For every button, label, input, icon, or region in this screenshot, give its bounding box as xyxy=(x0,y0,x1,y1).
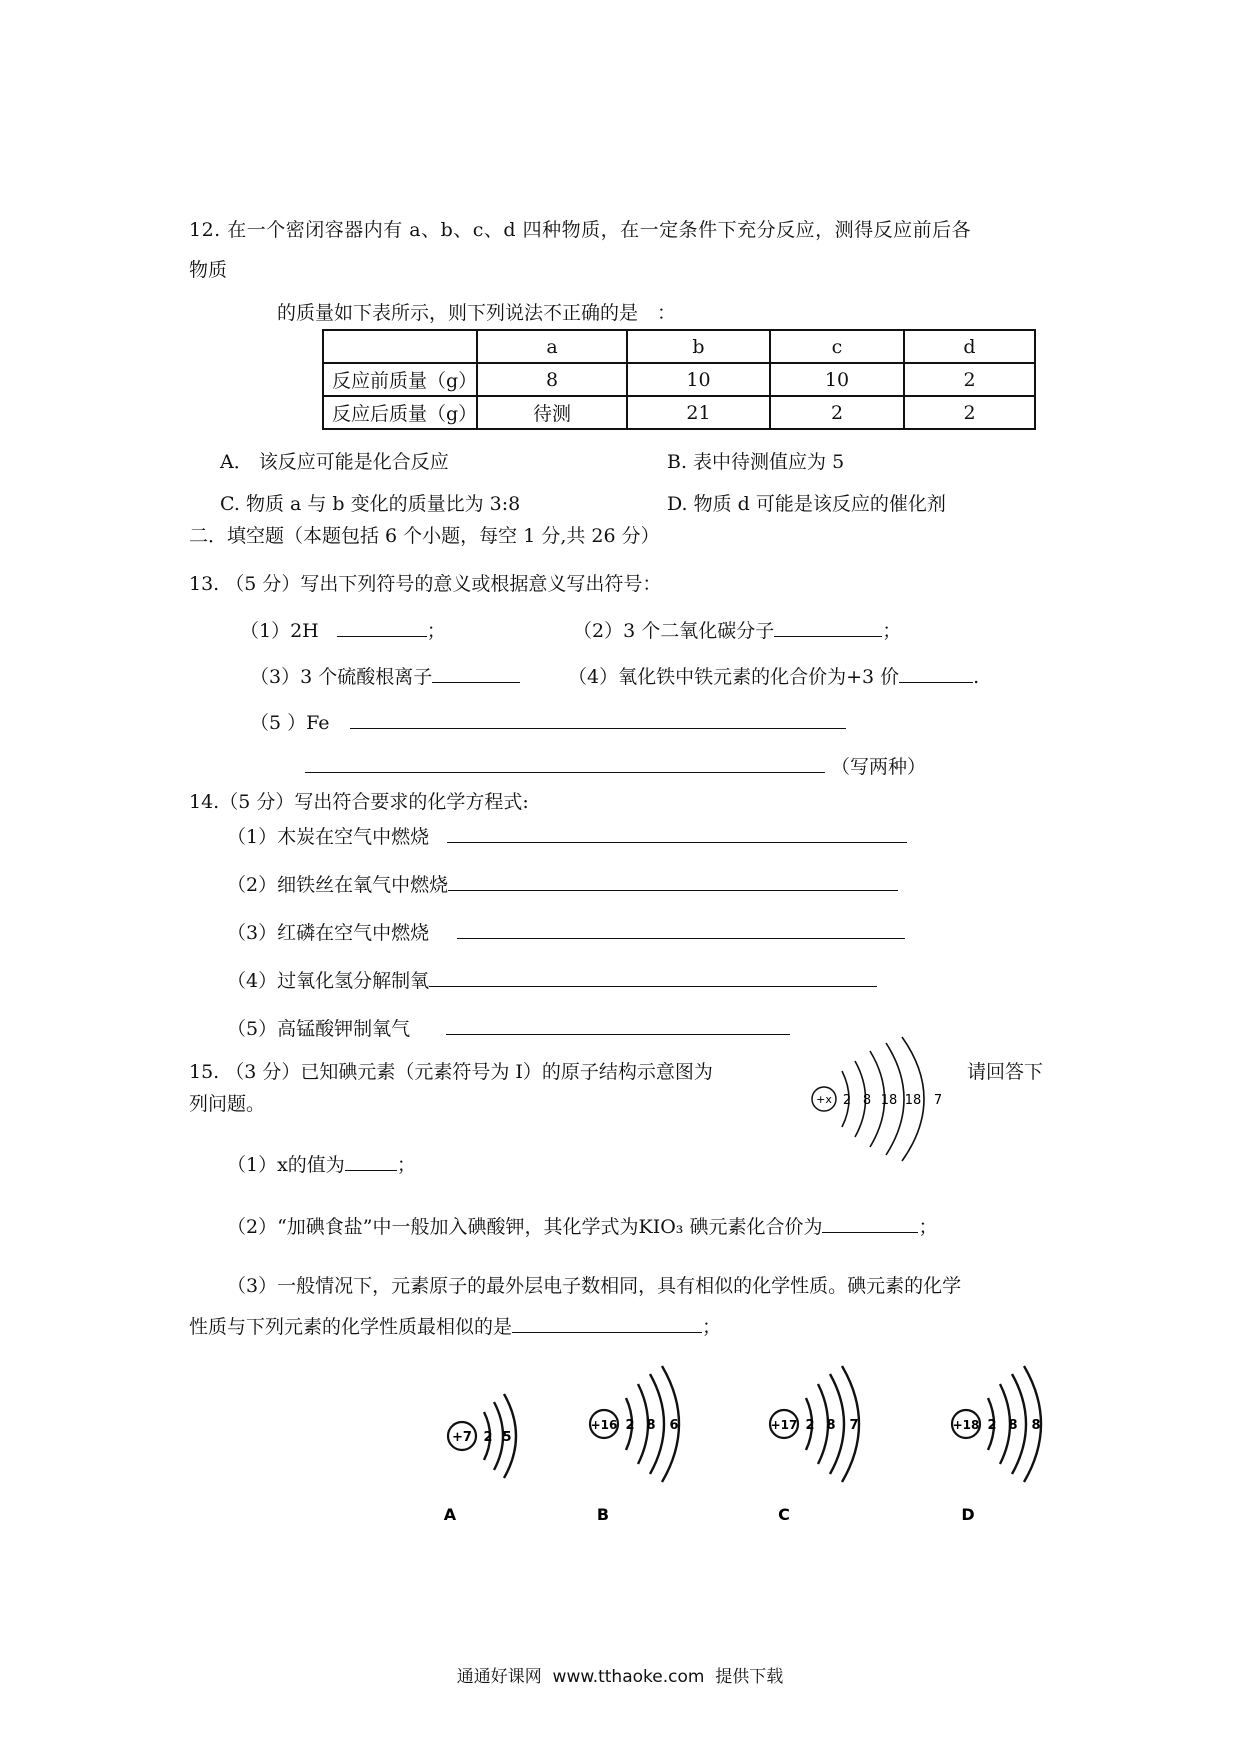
choice-b-atom-diagram xyxy=(582,1360,712,1532)
q15-item1 xyxy=(227,1150,416,1179)
shell-electron-count: 8 xyxy=(826,1418,836,1433)
table-cell: 2 xyxy=(770,396,904,429)
table-header-cell: c xyxy=(770,330,904,363)
q14-item xyxy=(227,1014,790,1043)
footer-site-name: 通通好课网 xyxy=(456,1667,542,1687)
q15-item2 xyxy=(227,1212,937,1241)
q14-item-label: （4）过氧化氢分解制氧 xyxy=(227,970,430,992)
q13-item5-answer-blank-1[interactable] xyxy=(350,708,846,729)
table-header-cell: d xyxy=(904,330,1035,363)
table-cell: 10 xyxy=(770,363,904,396)
q13-item2-end: ； xyxy=(882,620,902,642)
shell-electron-count: 7 xyxy=(849,1418,859,1433)
q13-stem: 13. （5 分）写出下列符号的意义或根据意义写出符号： xyxy=(189,573,662,595)
q15-stem-line1: 15. （3 分）已知碘元素（元素符号为 I）的原子结构示意图为 xyxy=(189,1061,713,1083)
q15-item3-answer-blank[interactable] xyxy=(512,1312,702,1333)
table-row-label: 反应前质量（g） xyxy=(323,363,477,396)
nucleus-label: +18 xyxy=(952,1418,980,1432)
choice-label: D xyxy=(961,1505,975,1524)
shell-electron-count: 18 xyxy=(904,1093,922,1108)
nucleus-label: +7 xyxy=(452,1430,472,1445)
q15-item3-line1: （3）一般情况下，元素原子的最外层电子数相同，具有相似的化学性质。碘元素的化学 xyxy=(227,1275,962,1297)
q14-item-label: （2）细铁丝在氧气中燃烧 xyxy=(227,874,449,896)
q15-item2-answer-blank[interactable] xyxy=(822,1212,918,1233)
q13-item4-label: （4）氧化铁中铁元素的化合价为+3 价 xyxy=(568,666,900,688)
page-footer xyxy=(0,1662,1240,1687)
q14-item-answer-blank[interactable] xyxy=(448,870,898,891)
q14-item-answer-blank[interactable] xyxy=(457,918,905,939)
q12-option-a: A． 该反应可能是化合反应 xyxy=(220,451,449,473)
shell-electron-count: 2 xyxy=(805,1418,815,1433)
shell-electron-count: 2 xyxy=(842,1093,852,1108)
q15-item2-label: （2）“加碘食盐”中一般加入碘酸钾，其化学式为KIO₃ 碘元素化合价为 xyxy=(227,1216,823,1238)
q14-item-answer-blank[interactable] xyxy=(447,822,907,843)
table-cell: 10 xyxy=(627,363,770,396)
q13-item3-answer-blank[interactable] xyxy=(432,662,520,683)
q15-item2-end: ； xyxy=(918,1216,938,1238)
q13-item4 xyxy=(568,662,979,691)
table-row xyxy=(323,363,1035,396)
table-row-label: 反应后质量（g） xyxy=(323,396,477,429)
q13-item5-note: （写两种） xyxy=(831,756,927,778)
q13-item5 xyxy=(250,708,846,737)
shell-electron-count: 6 xyxy=(669,1418,679,1433)
q13-item2-label: （2）3 个二氧化碳分子 xyxy=(573,620,775,642)
shell-electron-count: 2 xyxy=(483,1430,493,1445)
q14-item-label: （3）红磷在空气中燃烧 xyxy=(227,922,430,944)
table-cell: 2 xyxy=(904,363,1035,396)
q12-stem-line3: 的质量如下表所示，则下列说法不正确的是 ： xyxy=(277,302,677,324)
choice-label: B xyxy=(596,1505,610,1524)
q14-item xyxy=(227,966,877,995)
choice-a-atom-diagram xyxy=(436,1372,556,1532)
q15-stem-tail: 请回答下 xyxy=(967,1061,1044,1083)
nucleus-label: +x xyxy=(816,1093,832,1106)
q13-item2-answer-blank[interactable] xyxy=(774,616,882,637)
table-cell: 21 xyxy=(627,396,770,429)
table-header-row xyxy=(323,330,1035,363)
q15-item3-end: ； xyxy=(702,1316,722,1338)
q14-item-answer-blank[interactable] xyxy=(446,1014,790,1035)
nucleus-label: +17 xyxy=(770,1418,798,1432)
table-header-cell: a xyxy=(477,330,627,363)
q13-item1 xyxy=(240,616,446,645)
nucleus-label: +16 xyxy=(590,1418,618,1432)
shell-electron-count: 8 xyxy=(646,1418,656,1433)
q14-item xyxy=(227,822,907,851)
table-row xyxy=(323,396,1035,429)
table-cell: 2 xyxy=(904,396,1035,429)
shell-electron-count: 7 xyxy=(933,1093,943,1108)
q12-stem-line1: 12. 在一个密闭容器内有 a、b、c、d 四种物质，在一定条件下充分反应，测得反应前后各 xyxy=(189,219,972,241)
choice-c-atom-diagram xyxy=(762,1360,892,1532)
iodine-atom-structure-diagram xyxy=(800,1035,970,1165)
shell-electron-count: 5 xyxy=(502,1430,512,1445)
q13-item3-label: （3）3 个硫酸根离子 xyxy=(250,666,433,688)
table-cell: 8 xyxy=(477,363,627,396)
shell-electron-count: 8 xyxy=(1031,1418,1041,1433)
choice-label: C xyxy=(778,1505,790,1524)
q14-stem: 14.（5 分）写出符合要求的化学方程式: xyxy=(189,791,529,813)
q12-stem-line2: 物质 xyxy=(189,259,228,281)
q13-item1-end: ； xyxy=(426,620,446,642)
q15-item3-line2 xyxy=(189,1312,721,1341)
q13-item4-answer-blank[interactable] xyxy=(899,662,973,683)
q13-item4-end: . xyxy=(973,666,980,688)
q12-option-b: B. 表中待测值应为 5 xyxy=(667,451,845,473)
shell-electron-count: 8 xyxy=(862,1093,872,1108)
q15-stem-line2: 列问题。 xyxy=(189,1093,266,1115)
choice-d-atom-diagram xyxy=(944,1360,1074,1532)
choice-label: A xyxy=(443,1505,457,1524)
q13-item5-answer-blank-2[interactable] xyxy=(305,752,825,773)
shell-electron-count: 8 xyxy=(1008,1418,1018,1433)
q13-item2 xyxy=(573,616,901,645)
q15-item1-answer-blank[interactable] xyxy=(345,1150,397,1171)
q12-option-d: D. 物质 d 可能是该反应的催化剂 xyxy=(667,493,946,515)
table-cell: 待测 xyxy=(477,396,627,429)
shell-electron-count: 18 xyxy=(880,1093,898,1108)
q15-item1-end: ； xyxy=(396,1154,416,1176)
q13-item1-answer-blank[interactable] xyxy=(337,616,427,637)
q14-item xyxy=(227,918,905,947)
footer-url[interactable]: www.tthaoke.com xyxy=(552,1667,705,1687)
q13-item1-label: （1）2H xyxy=(240,620,319,642)
q13-item5-line2 xyxy=(305,752,926,781)
q13-item5-label: （5 ）Fe xyxy=(250,712,330,734)
section-title: 二．填空题（本题包括 6 个小题，每空 1 分,共 26 分） xyxy=(189,525,660,547)
q14-item-label: （1）木炭在空气中燃烧 xyxy=(227,826,430,848)
table-header-cell: b xyxy=(627,330,770,363)
mass-table xyxy=(322,329,1036,430)
q14-item xyxy=(227,870,898,899)
q12-option-c: C. 物质 a 与 b 变化的质量比为 3:8 xyxy=(220,493,521,515)
q15-item3-label: 性质与下列元素的化学性质最相似的是 xyxy=(189,1316,513,1338)
q15-item1-label: （1）x的值为 xyxy=(227,1154,345,1176)
shell-electron-count: 2 xyxy=(987,1418,997,1433)
table-header-cell xyxy=(323,330,477,363)
q14-item-label: （5）高锰酸钾制氧气 xyxy=(227,1018,411,1040)
q13-item3 xyxy=(250,662,520,691)
footer-suffix: 提供下载 xyxy=(715,1667,784,1687)
q14-item-answer-blank[interactable] xyxy=(429,966,877,987)
shell-electron-count: 2 xyxy=(625,1418,635,1433)
